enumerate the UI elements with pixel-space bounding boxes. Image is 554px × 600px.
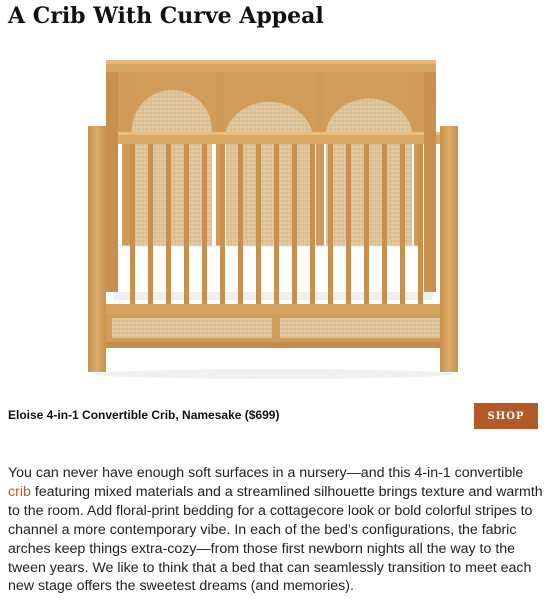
product-row: [8, 403, 538, 429]
lower-panels: [104, 314, 448, 348]
article-body: [8, 464, 548, 596]
page-title: A Crib With Curve Appeal: [8, 3, 324, 29]
shop-button[interactable]: SHOP: [474, 403, 538, 429]
crib-product-image[interactable]: [86, 52, 466, 382]
crib-link[interactable]: crib: [8, 483, 31, 500]
body-text-end: featuring mixed materials and a streamlined silhouette brings texture and warmth to the room. Add floral-print bedding for a cottagecore look or bold colorful stripes to channel a more contemporary vibe. In each of the bed’s configurations, the fabric arches keep things extra-cozy—from those first newborn nights all the way to the tween years. We like to think that a bed that can seamlessly transition to meet each new stage offers the sweetest dreams (and memories).: [8, 483, 543, 595]
body-text-start: You can never have enough soft surfaces in a nursery—and this 4-in-1 convertible: [8, 465, 524, 481]
product-caption: Eloise 4-in-1 Convertible Crib, Namesake ($699): [8, 408, 280, 422]
